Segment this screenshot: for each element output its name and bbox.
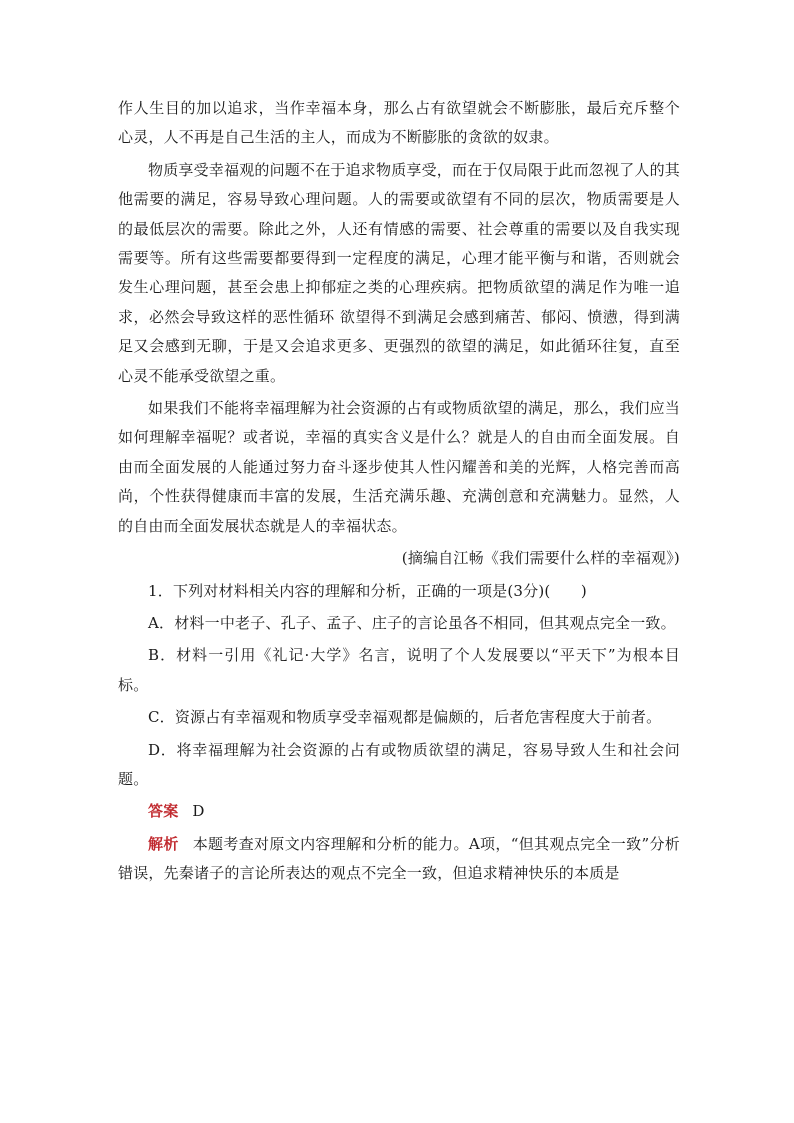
analysis-label: 解析 (148, 834, 179, 853)
option-c: C．资源占有幸福观和物质享受幸福观都是偏颇的，后者危害程度大于前者。 (148, 708, 662, 727)
passage-paragraph-3: 如果我们不能将幸福理解为社会资源的占有或物质欲望的满足，那么，我们应当如何理解幸福呢？或者说，幸福的真实含义是什么？就是人的自由而全面发展。自由而全面发展的人能通过努力奋斗逐步使其人性闪耀善和美的光辉，人格完善而高尚，个性获得健康而丰富的发展，生活充满乐趣、充满创意和充满魅力。显然，人的自由而全面发展状态就是人的幸福状态。 (118, 399, 681, 535)
passage-paragraph-2: 物质享受幸福观的问题不在于追求物质享受，而在于仅局限于此而忽视了人的其他需要的满足，容易导致心理问题。人的需要或欲望有不同的层次，物质需要是人的最低层次的需要。除此之外，人还有情感的需要、社会尊重的需要以及自我实现需要等。所有这些需要都要得到一定程度的满足，心理才能平衡与和谐，否则就会发生心理问题，甚至会患上抑郁症之类的心理疾病。把物质欲望的满足作为唯一追求，必然会导致这样的恶性循环 欲望得不到满足会感到痛苦、郁闷、愤懑，得到满足又会感到无聊，于是又会追求更多、更强烈的欲望的满足，如此循环往复，直至心灵不能承受欲望之重。 (118, 160, 681, 385)
analysis-text: 本题考查对原文内容理解和分析的能力。A项，“但其观点完全一致”分析错误，先秦诸子的言论所表达的观点不完全一致，但追求精神快乐的本质是 (118, 834, 680, 883)
question-stem: 1．下列对材料相关内容的理解和分析，正确的一项是(3分)( ) (148, 581, 587, 600)
option-b: B．材料一引用《礼记·大学》名言，说明了个人发展要以“平天下”为根本目标。 (118, 646, 680, 694)
analysis-paragraph (118, 830, 680, 889)
option-d: D．将幸福理解为社会资源的占有或物质欲望的满足，容易导致人生和社会问题。 (118, 740, 680, 788)
answer-value: D (192, 802, 205, 821)
option-a: A．材料一中老子、孔子、孟子、庄子的言论虽各不相同，但其观点完全一致。 (148, 613, 676, 632)
document-page (118, 94, 680, 889)
answer-line (118, 797, 680, 826)
passage-paragraph-1: 作人生目的加以追求，当作幸福本身，那么占有欲望就会不断膨胀，最后充斥整个心灵，人不再是自己生活的主人，而成为不断膨胀的贪欲的奴隶。 (118, 99, 680, 147)
answer-label: 答案 (148, 802, 179, 821)
passage-source: (摘编自江畅《我们需要什么样的幸福观》) (401, 549, 680, 568)
